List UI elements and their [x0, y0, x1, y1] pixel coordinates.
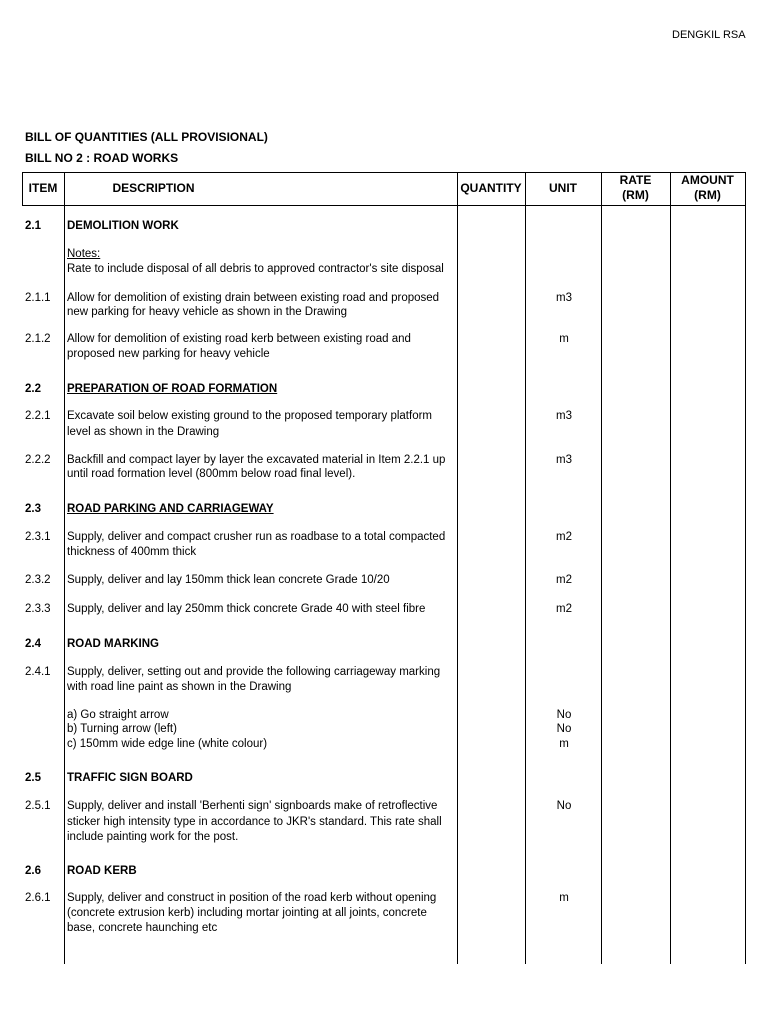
item-description-line: Supply, deliver and lay 150mm thick lean concrete Grade 10/20: [67, 574, 390, 586]
item-description-line: (concrete extrusion kerb) including mortar jointing at all joints, concrete: [67, 907, 427, 919]
item-description-line: Backfill and compact layer by layer the excavated material in Item 2.2.1 up: [67, 454, 446, 466]
section-item-number: 2.6: [25, 865, 41, 877]
item-description-line: Supply, deliver and construct in position of the road kerb without opening: [67, 892, 437, 904]
item-description-line: Supply, deliver and compact crusher run as roadbase to a total compacted: [67, 531, 446, 543]
item-description-line: include painting work for the post.: [67, 831, 239, 843]
item-description-line: Supply, deliver, setting out and provide the following carriageway marking: [67, 666, 441, 678]
section-title: TRAFFIC SIGN BOARD: [67, 772, 193, 784]
item-description-line: Supply, deliver and install 'Berhenti sign' signboards make of retroflective: [67, 800, 438, 812]
item-number: 2.3.2: [25, 574, 51, 586]
column-header-description: DESCRIPTION: [112, 181, 195, 195]
item-description-line: proposed new parking for heavy vehicle: [67, 348, 270, 360]
notes-label: Notes:: [67, 248, 101, 260]
item-unit: m3: [556, 454, 572, 466]
sub-item-text: a) Go straight arrow: [67, 709, 169, 721]
section-item-number: 2.1: [25, 220, 41, 232]
item-description-line: with road line paint as shown in the Drawing: [67, 681, 292, 693]
item-description-line: Supply, deliver and lay 250mm thick concrete Grade 40 with steel fibre: [67, 603, 426, 615]
item-column-divider: [64, 172, 65, 964]
rate-header-line1: RATE: [619, 173, 652, 187]
sub-item-unit: No: [556, 709, 572, 721]
column-header-rate: [601, 173, 670, 203]
item-number: 2.5.1: [25, 800, 51, 812]
item-description-line: level as shown in the Drawing: [67, 426, 220, 438]
section-title: PREPARATION OF ROAD FORMATION: [67, 383, 278, 395]
item-description-line: new parking for heavy vehicle as shown in the Drawing: [67, 306, 347, 318]
sub-item-unit: No: [556, 723, 572, 735]
item-unit: m3: [556, 292, 572, 304]
amount-header-line2: (RM): [694, 188, 721, 202]
item-number: 2.2.1: [25, 410, 51, 422]
item-unit: m2: [556, 574, 572, 586]
item-unit: m2: [556, 531, 572, 543]
item-unit: m3: [556, 410, 572, 422]
item-unit: m: [559, 333, 569, 345]
sub-item-unit: m: [559, 738, 569, 750]
item-description-line: thickness of 400mm thick: [67, 546, 197, 558]
rate-header-line2: (RM): [622, 188, 649, 202]
item-unit: m2: [556, 603, 572, 615]
bill-subtitle: BILL NO 2 : ROAD WORKS: [25, 151, 179, 165]
sub-item-text: b) Turning arrow (left): [67, 723, 177, 735]
section-item-number: 2.2: [25, 383, 41, 395]
table-header-border: [22, 205, 746, 206]
item-description-line: Allow for demolition of existing road kerb between existing road and: [67, 333, 411, 345]
section-item-number: 2.3: [25, 503, 41, 515]
section-title: DEMOLITION WORK: [67, 220, 179, 232]
column-header-quantity: QUANTITY: [460, 181, 522, 195]
item-unit: No: [556, 800, 572, 812]
item-description-line: until road formation level (800mm below road final level).: [67, 468, 356, 480]
bill-title: BILL OF QUANTITIES (ALL PROVISIONAL): [25, 130, 268, 144]
section-title: ROAD PARKING AND CARRIAGEWAY: [67, 503, 274, 515]
sub-item-text: c) 150mm wide edge line (white colour): [67, 738, 268, 750]
item-number: 2.6.1: [25, 892, 51, 904]
column-header-amount: [670, 173, 745, 203]
section-title: ROAD MARKING: [67, 638, 159, 650]
item-description-line: Excavate soil below existing ground to the proposed temporary platform: [67, 410, 433, 422]
section-item-number: 2.5: [25, 772, 41, 784]
rate-column-divider: [670, 172, 671, 964]
amount-header-line1: AMOUNT: [681, 173, 734, 187]
column-header-unit: UNIT: [549, 181, 577, 195]
project-name: DENGKIL RSA: [672, 29, 746, 41]
item-description-line: Allow for demolition of existing drain between existing road and proposed: [67, 292, 440, 304]
notes-text: Rate to include disposal of all debris to approved contractor's site disposal: [67, 263, 444, 275]
item-description-line: base, concrete haunching etc: [67, 922, 218, 934]
item-unit: m: [559, 892, 569, 904]
item-number: 2.4.1: [25, 666, 51, 678]
section-item-number: 2.4: [25, 638, 41, 650]
item-number: 2.1.1: [25, 292, 51, 304]
item-number: 2.1.2: [25, 333, 51, 345]
column-header-item: ITEM: [28, 181, 58, 195]
description-column-divider: [457, 172, 458, 964]
section-title: ROAD KERB: [67, 865, 137, 877]
table-right-border: [745, 172, 746, 964]
item-number: 2.3.3: [25, 603, 51, 615]
item-number: 2.2.2: [25, 454, 51, 466]
item-number: 2.3.1: [25, 531, 51, 543]
item-description-line: sticker high intensity type in accordance to JKR's standard. This rate shall: [67, 816, 442, 828]
